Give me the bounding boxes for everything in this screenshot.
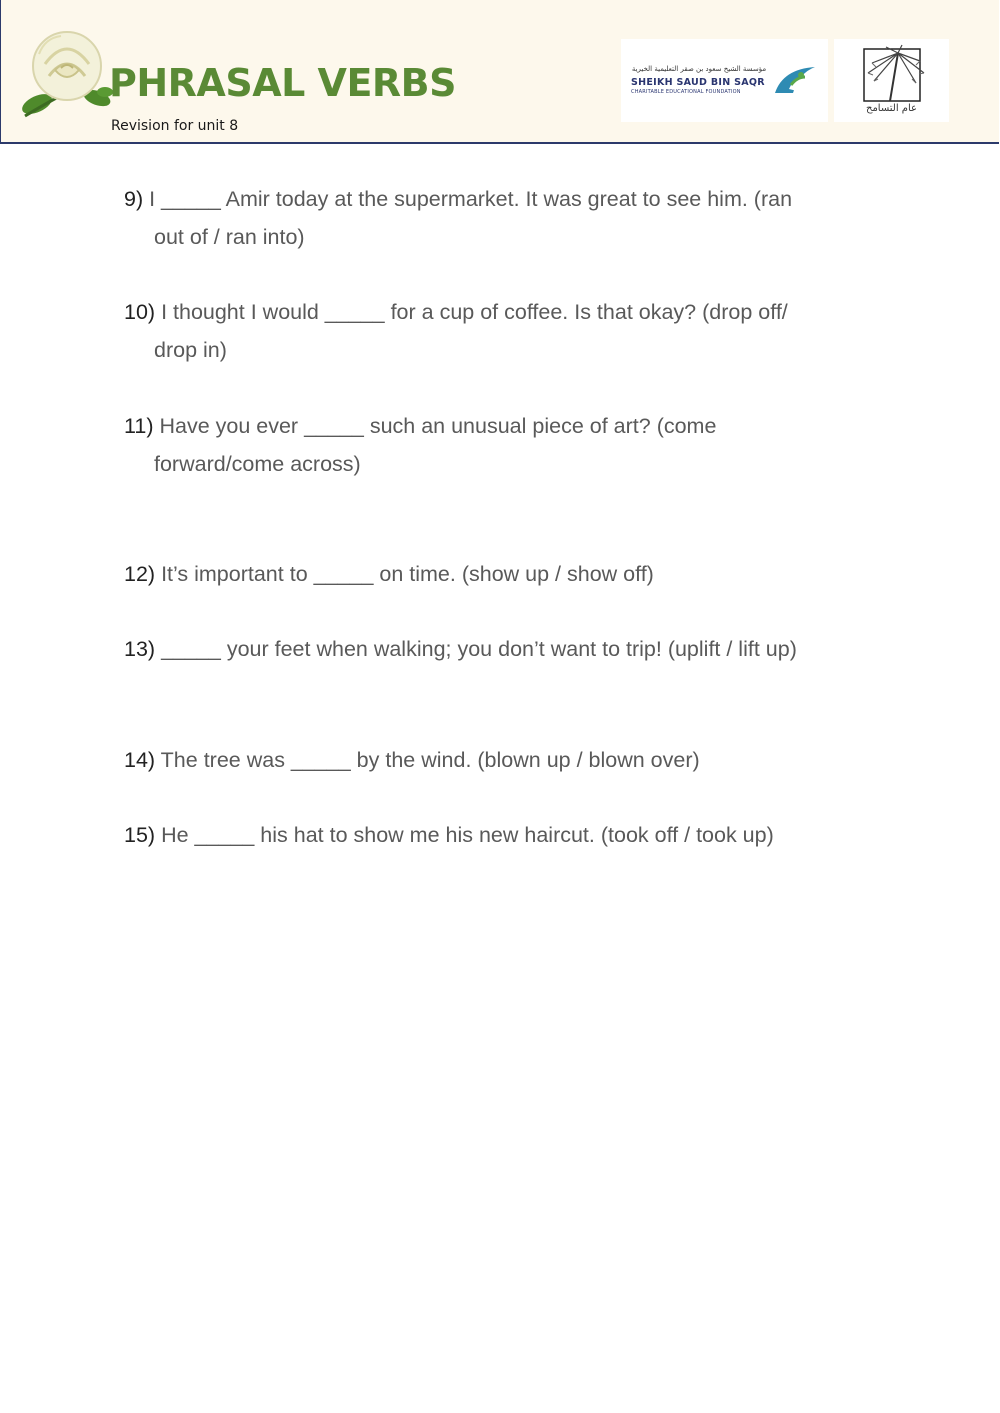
tolerance-year-logo <box>834 39 949 122</box>
question-number: 9) <box>124 187 144 211</box>
question-item <box>124 741 884 779</box>
question-number: 13) <box>124 637 156 661</box>
question-item <box>124 816 884 854</box>
question-number: 15) <box>124 823 156 847</box>
foundation-logo <box>621 39 828 122</box>
foundation-arabic-name: مؤسسة الشيخ سعود بن صقر التعليمية الخيرية <box>631 65 767 73</box>
palm-tree-icon <box>842 43 942 103</box>
foundation-emblem-icon <box>771 63 821 99</box>
question-text: The tree was _____ by the wind. (blown up / blown over) <box>160 748 700 772</box>
page-title: PHRASAL VERBS <box>109 61 457 105</box>
page-subtitle: Revision for unit 8 <box>111 118 239 134</box>
question-text: Have you ever _____ such an unusual piece of art? (come <box>159 414 717 438</box>
foundation-english-name: SHEIKH SAUD BIN SAQR <box>631 77 765 88</box>
foundation-english-sub: CHARITABLE EDUCATIONAL FOUNDATION <box>631 89 741 95</box>
question-number: 11) <box>124 414 154 438</box>
question-item <box>124 293 884 369</box>
question-item <box>124 555 884 593</box>
question-text-continued: forward/come across) <box>154 452 361 476</box>
white-rose-icon <box>15 24 115 124</box>
question-number: 14) <box>124 748 156 772</box>
question-item <box>124 180 884 256</box>
worksheet-header <box>0 0 999 144</box>
question-number: 10) <box>124 300 156 324</box>
question-item <box>124 407 884 483</box>
question-text: It’s important to _____ on time. (show up / show off) <box>161 562 654 586</box>
question-text: I thought I would _____ for a cup of coffee. Is that okay? (drop off/ <box>161 300 788 324</box>
question-item <box>124 630 884 668</box>
question-text: _____ your feet when walking; you don’t want to trip! (uplift / lift up) <box>161 637 797 661</box>
question-text: I _____ Amir today at the supermarket. It was great to see him. (ran <box>149 187 793 211</box>
question-text-continued: out of / ran into) <box>154 225 305 249</box>
question-text-continued: drop in) <box>154 338 227 362</box>
question-number: 12) <box>124 562 156 586</box>
question-text: He _____ his hat to show me his new haircut. (took off / took up) <box>161 823 774 847</box>
tolerance-arabic-caption: عام التسامح <box>865 103 917 114</box>
